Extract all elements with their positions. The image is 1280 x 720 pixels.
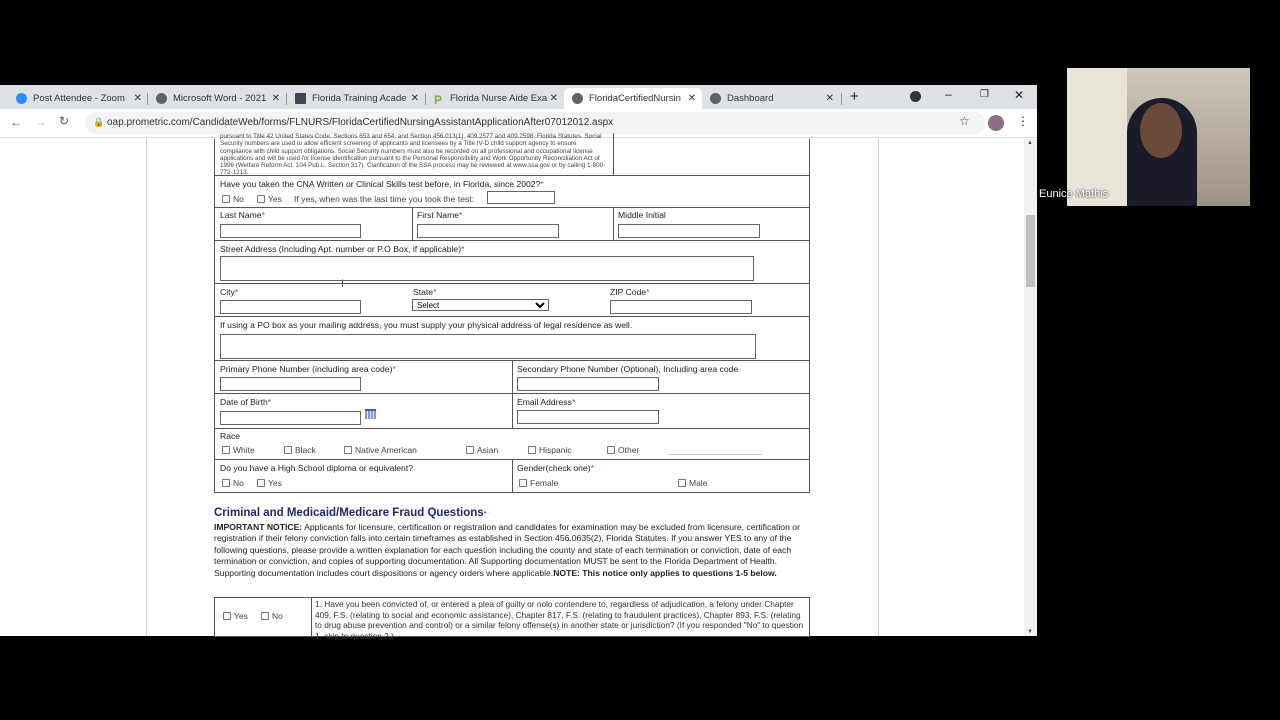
close-icon[interactable]: ✕ (549, 93, 558, 104)
question-1-text: 1. Have you been convicted of, or entered a plea of guilty or nolo contendere to, regardless of adjudication, a felony under Chapter 409, F.S. (relating to social and economic assistance), Chapter 817, F.S. (relating to fraudulent practices), Chapter 893, F.S. (relating to drug abuse prevention and control) or a similar felony offense(s) in another state or jurisdiction? (If you responded "No" to question 1, skip to question 2.) (315, 599, 804, 641)
calendar-icon[interactable] (365, 409, 376, 419)
scrollbar[interactable] (1024, 139, 1037, 636)
dob-label: Date of Birth* (220, 397, 272, 407)
dob-input[interactable] (220, 411, 361, 425)
race-black-checkbox[interactable]: Black (284, 445, 316, 455)
ssn-row (215, 133, 809, 176)
street-row (215, 241, 809, 284)
globe-icon (572, 93, 583, 104)
last-test-date-input[interactable] (487, 191, 555, 204)
diploma-label: Do you have a High School diploma or equivalent? (220, 463, 414, 473)
first-name-input[interactable] (417, 224, 559, 238)
avatar[interactable] (988, 115, 1004, 131)
race-hispanic-checkbox[interactable]: Hispanic (528, 445, 572, 455)
secondary-phone-input[interactable] (517, 377, 659, 391)
star-icon[interactable]: ☆ (959, 114, 970, 128)
diploma-yes-checkbox[interactable]: Yes (257, 478, 282, 488)
close-window-button[interactable]: ✕ (1014, 88, 1025, 102)
race-white-checkbox[interactable]: White (222, 445, 255, 455)
race-native-american-checkbox[interactable]: Native American (344, 445, 417, 455)
last-name-input[interactable] (220, 224, 361, 238)
city-input[interactable] (220, 300, 361, 314)
tab-dashboard[interactable]: Dashboard ✕ (702, 88, 840, 109)
scrollbar-thumb[interactable] (1026, 215, 1035, 287)
race-asian-checkbox[interactable]: Asian (466, 445, 498, 455)
application-form (214, 133, 810, 493)
gender-male-checkbox[interactable]: Male (678, 478, 707, 488)
middle-initial-label: Middle Initial (618, 210, 666, 220)
diploma-gender-row (215, 460, 809, 492)
minimize-button[interactable]: – (945, 87, 952, 101)
tab-word[interactable]: Microsoft Word - 2021 ✕ (148, 88, 286, 109)
close-icon[interactable]: ✕ (271, 93, 280, 104)
phone-row (215, 361, 809, 394)
new-tab-button[interactable]: + (850, 88, 859, 105)
page-content (0, 133, 1024, 641)
state-select[interactable] (412, 299, 549, 311)
race-label: Race (220, 431, 241, 441)
criminal-section-title: Criminal and Medicaid/Medicare Fraud Questions* (214, 507, 487, 519)
ssn-disclosure-text: pursuant to Title 42 United States Code, Sections 653 and 654, and Section 456.013(1), 409.2577 and 409.2598, Florida Statutes. Social Security numbers are used to allow efficient screening of applicants and licensees by a Title IV-D child support agency to ensure compliance with child support obligations. Social Security numbers must also be recorded on all professional and occupational license applications and will be used for license identification pursuant to the Personal Responsibility and Work Opportunity Reconciliation Act of 1996 (Welfare Reform Act. 104 Pub.L. Section 317). Clarification of the SSA process may be reviewed at www.ssa.gov or by calling 1-800-772-1213. (220, 133, 606, 177)
p-icon: P (434, 93, 443, 107)
close-icon[interactable]: ✕ (410, 93, 419, 104)
race-row (215, 429, 809, 460)
close-icon[interactable]: ✕ (687, 93, 696, 104)
dob-row (215, 394, 809, 429)
gender-female-checkbox[interactable]: Female (519, 478, 558, 488)
tab-zoom[interactable]: Post Attendee - Zoom ✕ (8, 88, 148, 109)
tab-florida-cna[interactable]: FloridaCertifiedNursin ✕ (564, 88, 702, 109)
close-icon[interactable]: ✕ (825, 93, 834, 104)
cna-question-label: Have you taken the CNA Written or Clinical Skills test before, in Florida, since 2002?* (220, 179, 544, 189)
globe-icon (710, 93, 721, 104)
gender-label: Gender(check one)* (517, 463, 594, 473)
diploma-no-checkbox[interactable]: No (222, 478, 244, 488)
restore-button[interactable]: ❐ (980, 89, 989, 100)
reload-icon[interactable]: ↻ (59, 114, 70, 128)
state-label: State* (413, 287, 437, 297)
email-input[interactable] (517, 410, 659, 424)
secondary-phone-label: Secondary Phone Number (Optional), Including area code (517, 364, 739, 374)
important-notice: IMPORTANT NOTICE: Applicants for licensure, certification or registration and candidates for examination may be excluded from licensure, certification or registration if their felony conviction falls into certain timeframes as established in Section 456.0635(2), Florida Statutes. If you answer YES to any of the following questions, please provide a written explanation for each question including the county and state of each termination or conviction, date of each termination or conviction, and copies of supporting documentation. All Supporting documentation MUST be sent to the Florida Department of Health. Supporting documentation includes court dispositions or agency orders where applicable.NOTE: This notice only applies to questions 1-5 below. (214, 522, 800, 578)
primary-phone-input[interactable] (220, 377, 361, 391)
browser-window (0, 85, 1037, 641)
street-address-input[interactable] (220, 256, 754, 281)
first-name-label: First Name* (417, 210, 463, 220)
scroll-up-icon[interactable]: ▲ (1027, 140, 1033, 146)
tab-training[interactable]: Florida Training Acade ✕ (287, 88, 425, 109)
lock-icon: 🔒 (93, 117, 105, 127)
other-race-input[interactable] (668, 454, 762, 455)
profile-menu-icon[interactable] (910, 91, 921, 102)
physical-address-input[interactable] (220, 334, 756, 359)
tab-bar (0, 85, 1037, 109)
webcam-video (1039, 68, 1250, 206)
q1-no-checkbox[interactable]: No (261, 611, 283, 621)
close-icon[interactable]: ✕ (133, 93, 142, 104)
cna-no-checkbox[interactable]: No (222, 194, 244, 204)
middle-initial-input[interactable] (618, 224, 760, 238)
question-1-row (214, 597, 810, 641)
back-icon[interactable]: ← (10, 115, 22, 129)
po-box-label: If using a PO box as your mailing address, you must supply your physical address of legal residence as well. (220, 320, 633, 330)
po-box-row (215, 317, 809, 361)
page-icon (295, 93, 306, 104)
primary-phone-label: Primary Phone Number (including area code)* (220, 364, 396, 374)
forward-icon[interactable]: → (35, 115, 47, 129)
email-label: Email Address* (517, 397, 576, 407)
zip-label: ZIP Code* (610, 287, 650, 297)
scroll-down-icon[interactable]: ▼ (1027, 629, 1033, 635)
cna-yes-checkbox[interactable]: Yes (257, 194, 282, 204)
city-label: City* (220, 287, 239, 297)
url-input[interactable]: 🔒 oap.prometric.com/CandidateWeb/forms/FLNURS/FloridaCertifiedNursingAssistantApplicationAfter07012012.aspx (85, 112, 985, 134)
cna-test-row (215, 176, 809, 208)
participant-name: Eunice Mathis (1039, 188, 1109, 200)
last-name-label: Last Name* (220, 210, 265, 220)
zip-input[interactable] (610, 300, 752, 314)
tab-nurse-aide[interactable]: P Florida Nurse Aide Exa ✕ (434, 93, 558, 107)
last-time-label: If yes, when was the last time you took the test: (294, 194, 475, 204)
q1-yes-checkbox[interactable]: Yes (223, 611, 248, 621)
menu-icon[interactable]: ⋮ (1017, 114, 1029, 128)
race-other-checkbox[interactable]: Other (607, 445, 639, 455)
text-cursor-icon: I (341, 278, 345, 290)
street-label: Street Address (Including Apt. number or P.O Box, if applicable)* (220, 244, 465, 254)
zoom-icon (16, 93, 27, 104)
city-row (215, 284, 809, 317)
name-row (215, 208, 809, 241)
globe-icon (156, 93, 167, 104)
